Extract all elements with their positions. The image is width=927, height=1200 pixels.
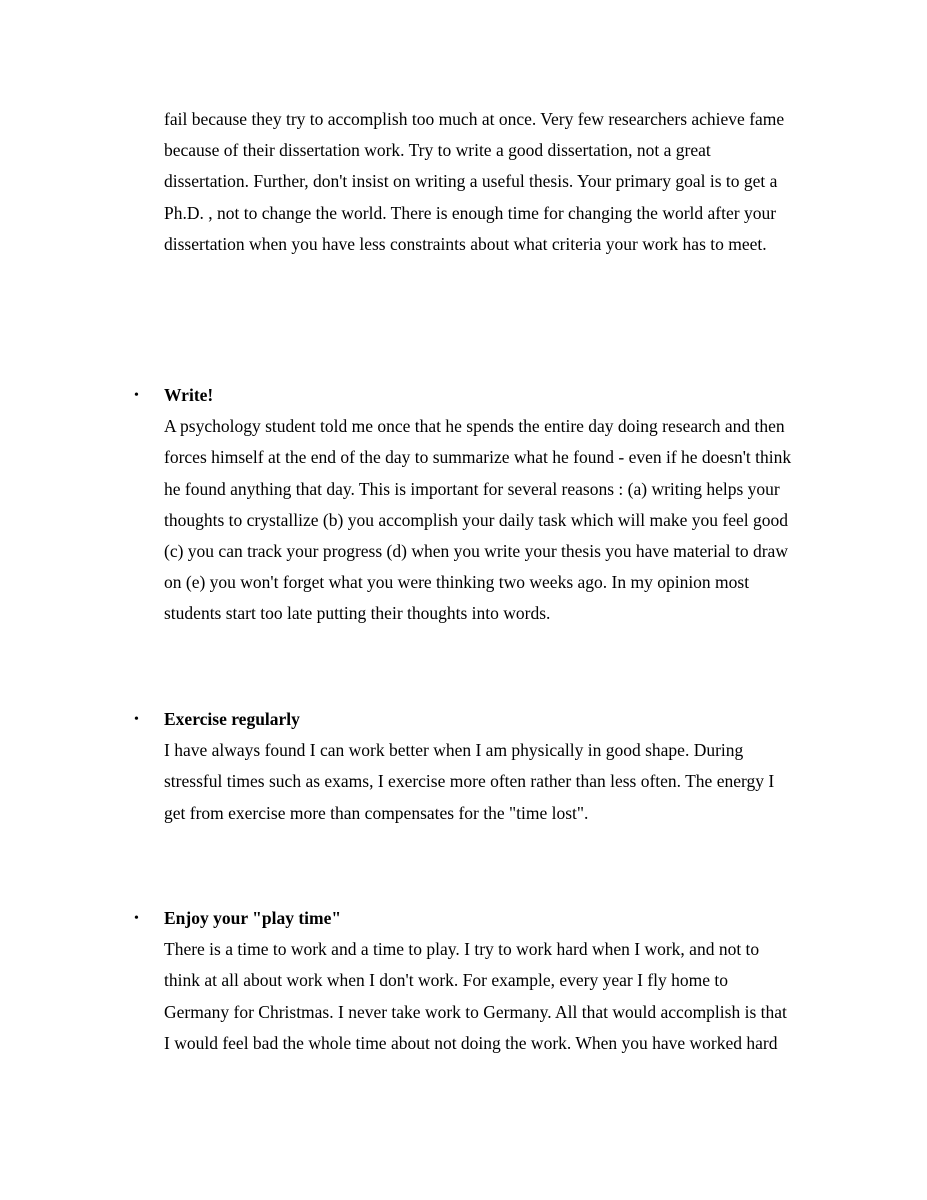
- body-line: students start too late putting their thoughts into words.: [164, 603, 551, 624]
- body-line: Germany for Christmas. I never take work to Germany. All that would accomplish is that: [164, 1001, 787, 1022]
- intro-line: because of their dissertation work. Try to write a good dissertation, not a great: [164, 140, 711, 161]
- body-line: get from exercise more than compensates for the "time lost".: [164, 802, 589, 823]
- body-line: forces himself at the end of the day to summarize what he found - even if he doesn't think: [164, 447, 792, 468]
- bullet-icon: •: [134, 712, 139, 727]
- intro-line: dissertation when you have less constraints about what criteria your work has to meet.: [164, 233, 767, 254]
- body-line: stressful times such as exams, I exercise more often rather than less often. The energy I: [164, 771, 775, 792]
- section-write: [134, 380, 824, 630]
- body-line: think at all about work when I don't work. For example, every year I fly home to: [164, 970, 728, 991]
- bullet-icon: •: [134, 911, 139, 926]
- body-line: I have always found I can work better when I am physically in good shape. During: [164, 740, 744, 761]
- intro-paragraph: [164, 104, 824, 260]
- intro-line: dissertation. Further, don't insist on writing a useful thesis. Your primary goal is to get a: [164, 171, 778, 192]
- section-enjoy: [134, 903, 824, 1059]
- intro-line: fail because they try to accomplish too much at once. Very few researchers achieve fame: [164, 109, 785, 129]
- body-line: There is a time to work and a time to play. I try to work hard when I work, and not to: [164, 939, 760, 960]
- body-line: he found anything that day. This is important for several reasons : (a) writing helps your: [164, 478, 780, 499]
- section-body: [164, 411, 824, 629]
- section-exercise: [134, 704, 824, 829]
- section-heading: Exercise regularly: [164, 709, 300, 729]
- bullet-icon: •: [134, 388, 139, 403]
- body-line: A psychology student told me once that he spends the entire day doing research and then: [164, 416, 785, 437]
- section-heading: Write!: [164, 385, 214, 405]
- section-heading: Enjoy your "play time": [164, 908, 342, 928]
- body-line: thoughts to crystallize (b) you accomplish your daily task which will make you feel good: [164, 509, 789, 530]
- body-line: on (e) you won't forget what you were thinking two weeks ago. In my opinion most: [164, 572, 750, 593]
- intro-line: Ph.D. , not to change the world. There is enough time for changing the world after your: [164, 202, 777, 223]
- section-body: [164, 934, 824, 1059]
- body-line: I would feel bad the whole time about not doing the work. When you have worked hard: [164, 1032, 778, 1053]
- body-line: (c) you can track your progress (d) when you write your thesis you have material to draw: [164, 541, 788, 562]
- section-body: [164, 735, 824, 829]
